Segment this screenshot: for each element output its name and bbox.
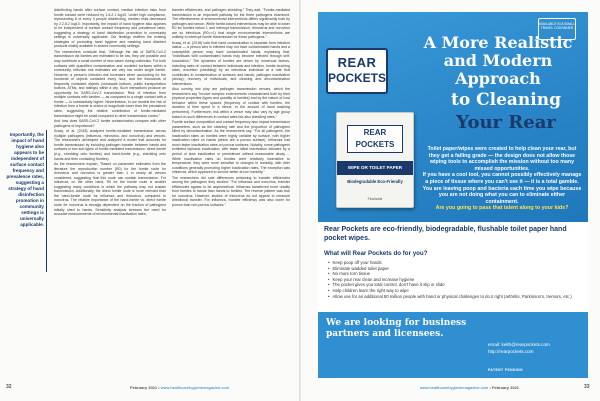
left-page-footer: February 2021 • www.healthcarehygienemagazine.com: [130, 385, 230, 390]
package-subtitle: Biodegradable Eco-Friendly: [347, 179, 403, 184]
benefits-list: [328, 260, 582, 299]
article-paragraph: Fomite surface composition and contact frequency also impact transmission parameters, such as the cleaning rate and the proportion of pathogens killed by decontamination. As the researchers say, "For all pathogens, the inactivation rates on fomites were highly variable by surface, with higher inactivation rates on hands (which are a porous surface). Influenza had much faster inactivation rates on porous surfaces. Notably, some pathogens exhibited biphasic inactivation, with faster initial inactivation followed by a period of slow inactivation or persistence without measurable decay ... While inactivation rates on fomites were relatively insensitive to temperature, they were more sensitive to changes in humidity, with drier conditions generally promoting higher inactivation rates. The exception was influenza, which appeared to survive better at low humidity.": [172, 120, 290, 175]
benefit-item: • Allow use for an additional 50 million people with hand or physical challenges to do it right (arthritis, Parkinson's, tremors, etc.): [328, 294, 582, 300]
logo-line-2: POCKETS: [328, 71, 387, 85]
article-paragraph: transfer efficiencies, and pathogen shedding." They add, "Fomite-mediated transmission is an important pathway for the three pathogens examined. The effectiveness of environmental interventions differs significantly both by pathogen and venue. While fomite-based interventions may be able to lower R0 for fomites below 1 and interrupt transmission, rhinovirus and norovirus are so infectious (R0>>1) that single environmental interventions are unlikely to interrupt fomite transmission for these pathogens.": [172, 8, 290, 40]
ad-desc-paragraph: You are leaving poop and bacteria each time you wipe because you are not doing what you can to eliminate either containment.: [422, 185, 582, 205]
contact-website[interactable]: http://rearpockets.com: [488, 348, 534, 354]
article-paragraph: And how does SARS-CoV-2 fomite contamination compare with other pathogens of importance?: [54, 119, 166, 128]
right-footer-date: February 2021: [491, 385, 520, 390]
left-page: [0, 0, 299, 401]
left-footer-site[interactable]: www.healthcarehygienemagazine.com: [160, 385, 230, 390]
rear-pockets-ad: [318, 12, 588, 378]
rear-pockets-logo: [326, 48, 388, 94]
logo-line-1: REAR: [337, 55, 377, 70]
benefit-item: • Keep poop off your hands: [328, 260, 582, 266]
pull-quote: Importantly, the impact of hand hygiene also appears to be independent of surface contact frequency and prevalence rates, suggesting a strategy of hand disinfection promotion in community settings is universally applicable.: [6, 132, 44, 227]
product-package: [336, 112, 414, 208]
contact-info: [488, 342, 584, 355]
right-page-number: 33: [584, 384, 590, 390]
right-footer-site[interactable]: www.healthcarehygienemagazine.com: [420, 385, 489, 390]
package-band: WIPE OR TOILET PAPER: [337, 161, 413, 175]
left-footer-date: February 2021: [130, 385, 158, 390]
right-page-footer: www.healthcarehygienemagazine.com • February 2021: [420, 385, 520, 390]
article-column-1: [54, 8, 166, 380]
package-logo: [347, 125, 403, 153]
ad-headline: A More Realistic and Modern Approach: [423, 33, 573, 88]
partners-callout: We are looking for business partners and licensees.: [326, 318, 467, 339]
article-paragraph: Kraay, et al. (2018) analyzed fomite-mediated transmission across multiple pathogens (influenza, rhinovirus, and norovirus) and venues. The researchers developed and analyzed a model that accounts for fomite transmission by including pathogen transfer between hands and surfaces in two sub-types of fomite-mediated transmission: direct fomite (e.g., shedding onto fomites) and hand-fomite (e.g., shedding onto hands and then contacting fomites).: [54, 129, 166, 161]
ad-desc-question: Are you going to pass that talent along to your kids?: [435, 205, 569, 212]
ad-description: [422, 146, 582, 212]
ad-headline-to-cleaning: to Cleaning: [451, 90, 561, 110]
article-paragraph: The researchers conclude that, "Although the risk of SARS-CoV-2 transmission via fomites are estimated to be low, they are possible and may contribute a small number of new cases during outbreaks. For both surfaces with quantified contamination and modeled surfaces within a community, infection risk estimates are very low under single fomite. However, a person's infection risk increases when accounting for the hundreds of objects contacted every hour, and the thousands of frequently contacted objects (crosswalk buttons, public transportation buttons, ATMs, and railings) within a city. Such interactions produce an opportunity for SARS-CoV-2 transmission. Risk of infection from multiple contacts with fomites — as compared to a single contact with a fomite — is substantially higher. Nevertheless, in our models the risk of infection from a fomite is orders of magnitude lower than the prevalence rates, suggesting the relative contribution of fomite-mediated transmission might be small compared to other transmission routes.": [54, 49, 166, 118]
article-paragraph: The researchers did note differences pertaining to transfer efficiencies among the pathogens they studied: "For influenza and norovirus, transfer efficiencies appear to be asymmetrical. Influenza transferred more readily from fomites to hands than hands to fomites. The reverse pattern was true for norovirus. However, studies of rhinovirus do not appear to measure directional transfer. For influenza, transfer efficiency was also lower for porous than non-porous surfaces.": [172, 175, 290, 207]
page-gutter: [299, 0, 301, 401]
article-column-2: [172, 8, 290, 380]
article-paragraph: Also coming into play are pathogen transmission venues, which the researchers say "involve complex environments characterized both by their physical properties (types and quantity of fomites) and by the nature of host behavior within these spaces (frequency of contact with fomites, the duration of time spent in a venue, or the amount of hand washing performed). Furthermore, risk within a venue may also vary by age group based on such differences in contact rates but also shedding rates.": [172, 87, 290, 119]
article-paragraph: Kraay, et al. (2018) note that hand contamination is separate from infection status — a person who is infected may not have contaminated hands and a susceptible person may have contaminated hands, explaining that, "Individuals with contaminated hands may become infected through self-inoculation." The dynamics of fomites are driven by numerous factors, including rates of: contact between individuals and infection, fomite-touching rates, excretion (shedding) by an infectious individual at a rate that contributes to contamination of surfaces and hands; pathogen inactivation (decay); recovery of individuals; and cleaning and decontamination interventions.: [172, 40, 290, 86]
article-paragraph: As the researchers explain, "Based on parameter estimates from the literature the reproduction number (R0) for the fomite route for rhinovirus and norovirus is greater than 1 in nearly all venues considered, suggesting that this route can sustain transmission. For influenza, on the other hand, R0 for the fomite route is smaller suggesting many conditions in which the pathway may not sustain transmission. Additionally, the direct fomite route is more relevant than the hand-fomite route for influenza and rhinovirus, compared to norovirus. The relative importance of the hand-fomite vs. direct fomite route for norovirus is strongly dependent on the fraction of pathogens initially shed to hands. Sensitivity analysis stresses the need for accurate measurements of environmental inactivation rates,: [54, 162, 166, 217]
benefit-item: • The pocket gives you total control, don't have it slip or slide: [328, 282, 582, 288]
pull-quote-rule: [46, 130, 47, 272]
eco-friendly-statement: Rear Pockets are eco-friendly, biodegradable, flushable toilet paper hand pocket wipes.: [324, 226, 567, 242]
benefit-item: • Eliminate wadded toilet paper: [328, 266, 582, 272]
ad-desc-paragraph: If you have a cool tool, you cannot possibly effectively manage a piece of tissue where you can't see it — it is a total gamble.: [422, 172, 582, 185]
package-note: Flushable: [367, 197, 383, 201]
partners-panel: [318, 312, 588, 378]
contact-email[interactable]: email: keith@rearpockets.com: [488, 342, 550, 347]
benefit-item: • Help children learn the right way to wipe: [328, 288, 582, 294]
benefit-item: • No more torn tissue: [328, 271, 582, 277]
benefit-item: • Keep your rear clean and increase hygiene: [328, 277, 582, 283]
ad-desc-paragraph: Toilet paper/wipes were created to help clean your rear, but they get a failing grade — the design does not allow those wiping tools to accomplish the mission without too many missed opportunities.: [427, 146, 577, 172]
ad-headline-your-rear: Your Rear: [456, 112, 556, 133]
left-page-number: 32: [6, 384, 12, 390]
package-logo-line-1: REAR: [363, 128, 387, 137]
package-logo-line-2: POCKETS: [355, 140, 395, 149]
benefits-title: What will Rear Pockets do for you?: [324, 250, 428, 257]
patent-pending-label: PATENT PENDING: [488, 368, 524, 372]
article-paragraph: disinfecting hands after surface contact, median infection risks from fomite contact were reduced by 1.6-2.1 log10. Under high compliance, representing 8 of every 4 people disinfecting, median risks decreased by 2.2-5.2 log10. Importantly, the impact of hand hygiene also appears to be independent of surface contact frequency and prevalence rates, suggesting a strategy of hand disinfection promotion in community settings is universally applicable. Our findings reaffirm the existing strategies of promoting hand hygiene and masking hand disinfect products widely available in shared community settings.: [54, 8, 166, 49]
travel-container-badge: AVAILABLE IN A SMALL TRAVEL CONTAINER: [538, 18, 576, 40]
